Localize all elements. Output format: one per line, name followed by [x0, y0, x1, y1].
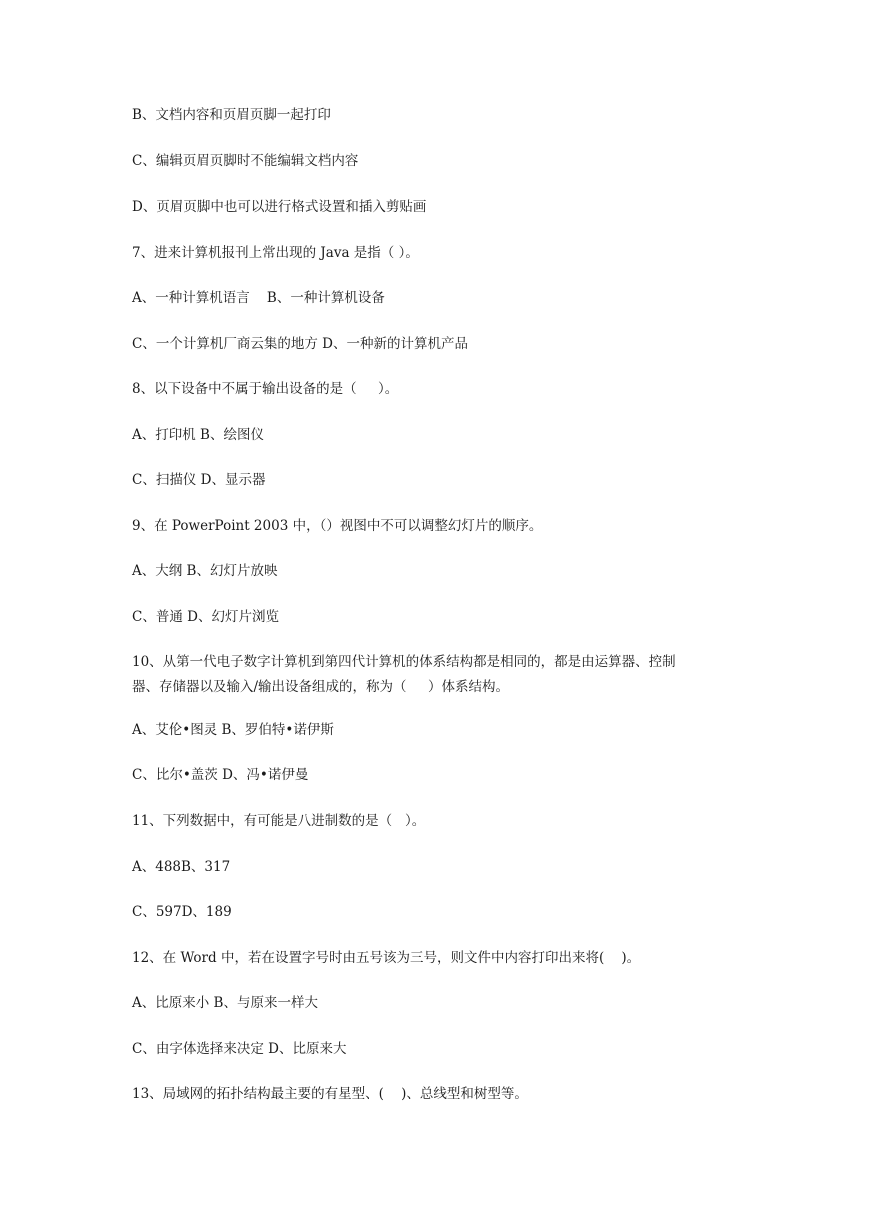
- question-9: 9、在 PowerPoint 2003 中，（）视图中不可以调整幻灯片的顺序。: [132, 518, 543, 534]
- options-ab-q12: A、比原来小 B、与原来一样大: [132, 995, 318, 1011]
- question-10-line-1: 10、从第一代电子数字计算机到第四代计算机的体系结构都是相同的，都是由运算器、控制: [132, 654, 676, 670]
- options-cd-q11: C、597D、189: [132, 904, 232, 920]
- question-12: 12、在 Word 中，若在设置字号时由五号该为三号，则文件中内容打印出来将( )。: [132, 950, 641, 966]
- question-8: 8、以下设备中不属于输出设备的是（ ）。: [132, 381, 399, 397]
- options-ab-q11: A、488B、317: [132, 859, 231, 875]
- options-cd-q10: C、比尔•盖茨 D、冯•诺伊曼: [132, 767, 309, 783]
- option-d-q6: D、页眉页脚中也可以进行格式设置和插入剪贴画: [132, 199, 427, 215]
- options-ab-q10: A、艾伦•图灵 B、罗伯特•诺伊斯: [132, 722, 334, 738]
- option-c-q6: C、编辑页眉页脚时不能编辑文档内容: [132, 153, 359, 169]
- options-cd-q12: C、由字体选择来决定 D、比原来大: [132, 1041, 347, 1057]
- options-cd-q7: C、一个计算机厂商云集的地方 D、一种新的计算机产品: [132, 336, 468, 352]
- options-ab-q8: A、打印机 B、绘图仪: [132, 427, 264, 443]
- question-7: 7、进来计算机报刊上常出现的 Java 是指（ ）。: [132, 245, 419, 261]
- options-ab-q9: A、大纲 B、幻灯片放映: [132, 563, 278, 579]
- question-13: 13、局域网的拓扑结构最主要的有星型、( )、总线型和树型等。: [132, 1086, 528, 1102]
- question-10-line-2: 器、存储器以及输入/输出设备组成的，称为（ ）体系结构。: [132, 679, 510, 695]
- option-b-q6: B、文档内容和页眉页脚一起打印: [132, 107, 331, 123]
- options-ab-q7: A、一种计算机语言 B、一种计算机设备: [132, 290, 385, 306]
- question-11: 11、下列数据中，有可能是八进制数的是（ ）。: [132, 813, 426, 829]
- options-cd-q9: C、普通 D、幻灯片浏览: [132, 609, 279, 625]
- options-cd-q8: C、扫描仪 D、显示器: [132, 472, 266, 488]
